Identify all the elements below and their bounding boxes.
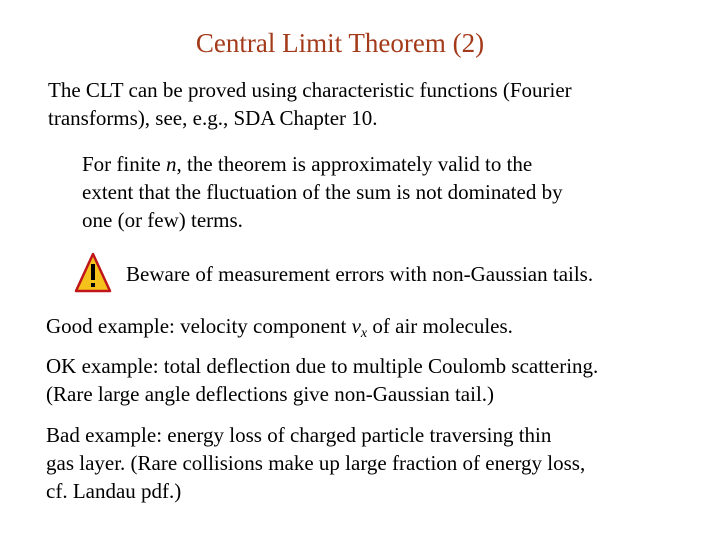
warning-text: Beware of measurement errors with non-Gaussian tails. [126, 262, 594, 286]
bad-example-line-1: Bad example: energy loss of charged particle traversing thin [46, 423, 552, 447]
subscript-x: x [360, 326, 368, 341]
bad-example-line-3: cf. Landau pdf.) [46, 479, 182, 503]
finite-n-paragraph [82, 150, 563, 234]
good-example [46, 312, 513, 340]
good-example-suffix: of air molecules. [367, 314, 513, 338]
ok-example-line-1: OK example: total deflection due to multiple Coulomb scattering. [46, 354, 599, 378]
finite-n-line-3: one (or few) terms. [82, 208, 243, 232]
ok-example [46, 352, 598, 408]
finite-n-prefix: For finite [82, 152, 166, 176]
finite-n-line-2: extent that the fluctuation of the sum is not dominated by [82, 180, 563, 204]
intro-line-2: transforms), see, e.g., SDA Chapter 10. [48, 106, 378, 130]
variable-v: v [351, 314, 361, 338]
slide-title: Central Limit Theorem (2) [195, 28, 485, 58]
warning-triangle-icon [74, 252, 112, 294]
bad-example [46, 421, 585, 505]
finite-n-line-1-rest: , the theorem is approximately valid to the [176, 152, 533, 176]
ok-example-line-2: (Rare large angle deflections give non-Gaussian tail.) [46, 382, 495, 406]
intro-line-1: The CLT can be proved using characteristic functions (Fourier [48, 78, 572, 102]
variable-n: n [166, 152, 177, 176]
intro-paragraph [48, 76, 572, 132]
good-example-prefix: Good example: velocity component [46, 314, 352, 338]
finite-n-line-1 [82, 150, 563, 178]
bad-example-line-2: gas layer. (Rare collisions make up large fraction of energy loss, [46, 451, 586, 475]
